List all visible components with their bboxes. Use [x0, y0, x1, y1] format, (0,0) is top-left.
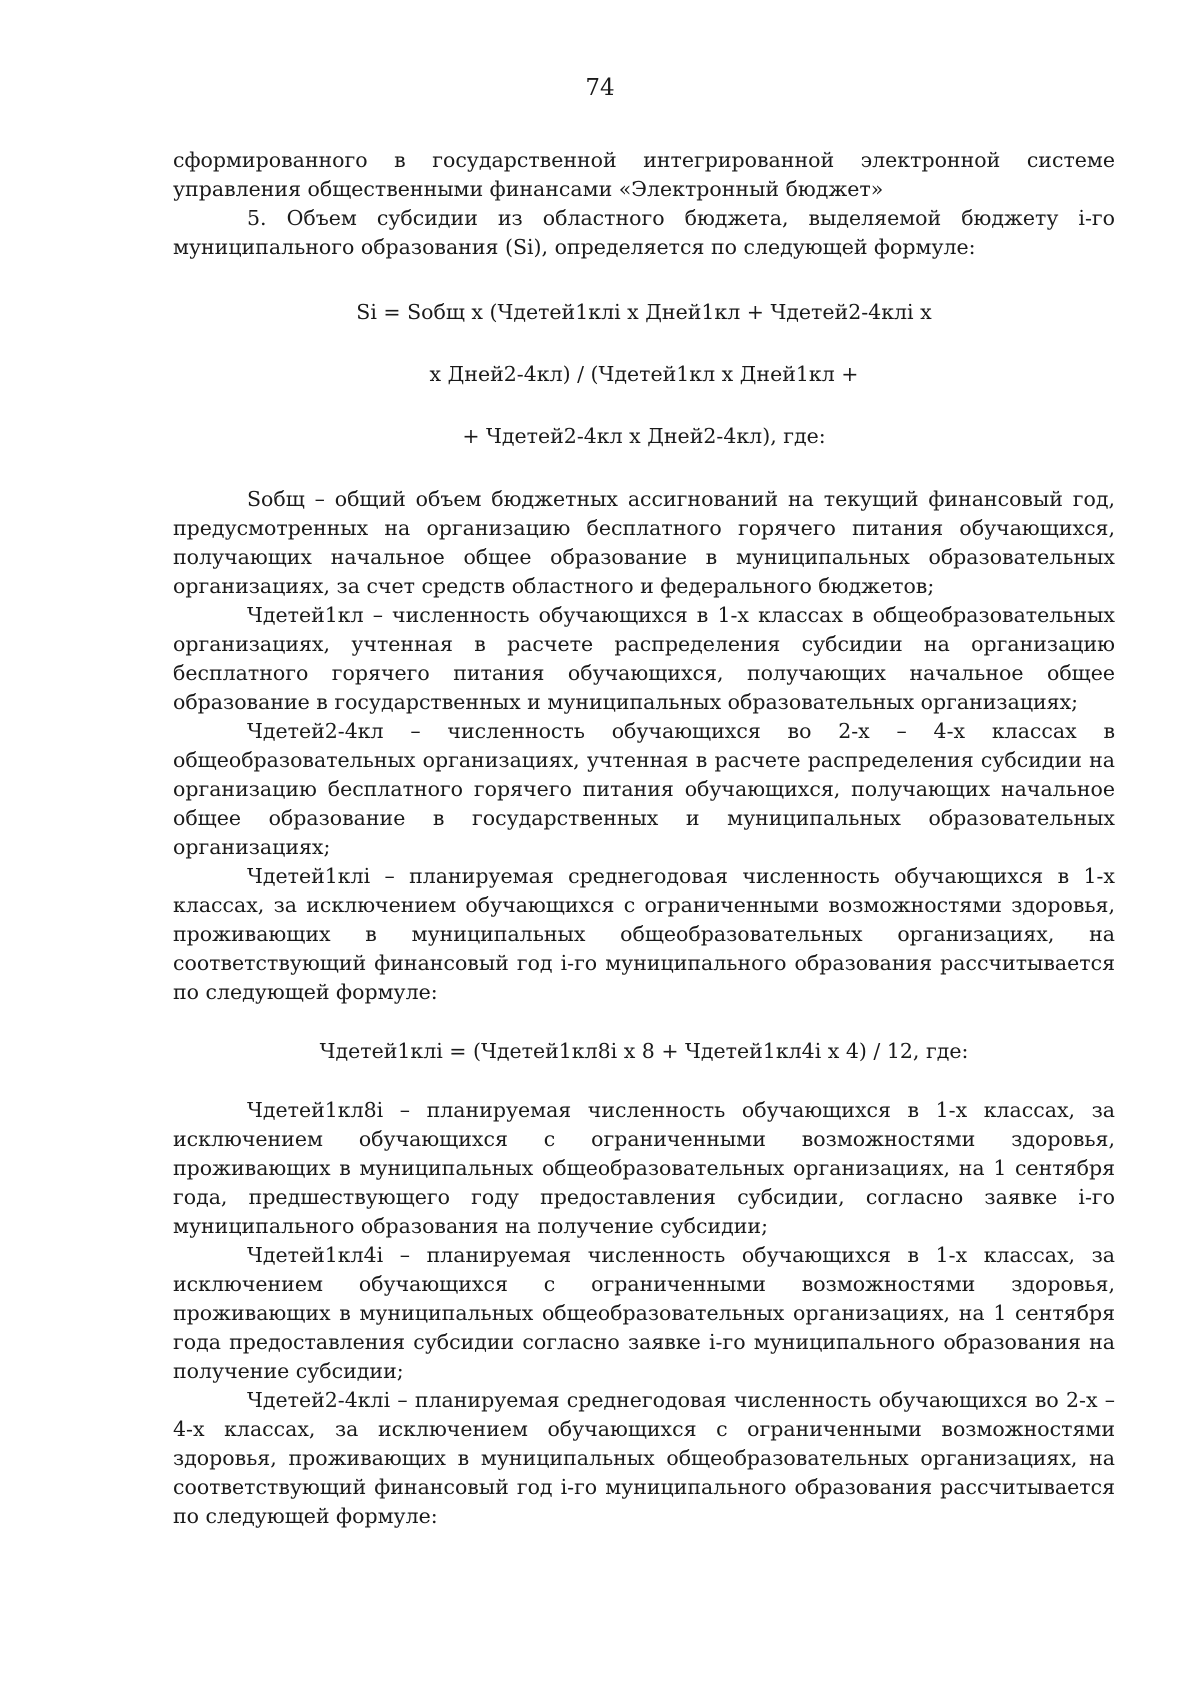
page-number: 74 [585, 75, 615, 101]
formula-si-line-1: Si = Sобщ x (Чдетей1клi x Дней1кл + Чдетей2-4клi x [356, 300, 932, 324]
definition-chdetey2-4kl: Чдетей2-4кл – численность обучающихся во 2-х – 4-х классах в общеобразовательных организациях, учтенная в расчете распределения субсидии на организацию бесплатного горячего питания обучающихся, получающих начальное общее образование в государственных и муниципальных образовательных организациях; [173, 719, 1115, 859]
definition-chdetey1kli: Чдетей1клi – планируемая среднегодовая численность обучающихся в 1-х классах, за исключением обучающихся с ограниченными возможностями здоровья, проживающих в муниципальных общеобразовательных организациях, на соответствующий финансовый год i-го муниципального образования рассчитывается по следующей формуле: [173, 864, 1115, 1004]
definition-chdetey1kl: Чдетей1кл – численность обучающихся в 1-х классах в общеобразовательных организациях, учтенная в расчете распределения субсидии на организацию бесплатного горячего питания обучающихся, получающих начальное общее образование в государственных и муниципальных образовательных организациях; [173, 603, 1115, 714]
definition-sobsch: Sобщ – общий объем бюджетных ассигнований на текущий финансовый год, предусмотренных на организацию бесплатного горячего питания обучающихся, получающих начальное общее образование в муниципальных образовательных организациях, за счет средств областного и федерального бюджетов; [173, 487, 1115, 598]
formula-si-line-3: + Чдетей2-4кл x Дней2-4кл), где: [462, 424, 826, 448]
document-body [173, 146, 1115, 1531]
definition-chdetey1kl8i: Чдетей1кл8i – планируемая численность обучающихся в 1-х классах, за исключением обучающихся с ограниченными возможностями здоровья, проживающих в муниципальных общеобразовательных организациях, на 1 сентября года, предшествующего году предоставления субсидии, согласно заявке i-го муниципального образования на получение субсидии; [173, 1098, 1115, 1238]
definition-chdetey2-4kli: Чдетей2-4клi – планируемая среднегодовая численность обучающихся во 2-х – 4-х классах, за исключением обучающихся с ограниченными возможностями здоровья, проживающих в муниципальных общеобразовательных организациях, на соответствующий финансовый год i-го муниципального образования рассчитывается по следующей формуле: [173, 1388, 1115, 1528]
definition-chdetey1kl4i: Чдетей1кл4i – планируемая численность обучающихся в 1-х классах, за исключением обучающихся с ограниченными возможностями здоровья, проживающих в муниципальных общеобразовательных организациях, на 1 сентября года предоставления субсидии согласно заявке i-го муниципального образования на получение субсидии; [173, 1243, 1115, 1383]
formula-chdetey1kli: Чдетей1клi = (Чдетей1кл8i x 8 + Чдетей1кл4i x 4) / 12, где: [319, 1039, 969, 1063]
paragraph-item-5: 5. Объем субсидии из областного бюджета, выделяемой бюджету i-го муниципального образования (Si), определяется по следующей формуле: [173, 206, 1115, 259]
formula-si-line-2: x Дней2-4кл) / (Чдетей1кл x Дней1кл + [429, 362, 859, 386]
paragraph-continuation: сформированного в государственной интегрированной электронной системе управления общественными финансами «Электронный бюджет» [173, 148, 1115, 201]
